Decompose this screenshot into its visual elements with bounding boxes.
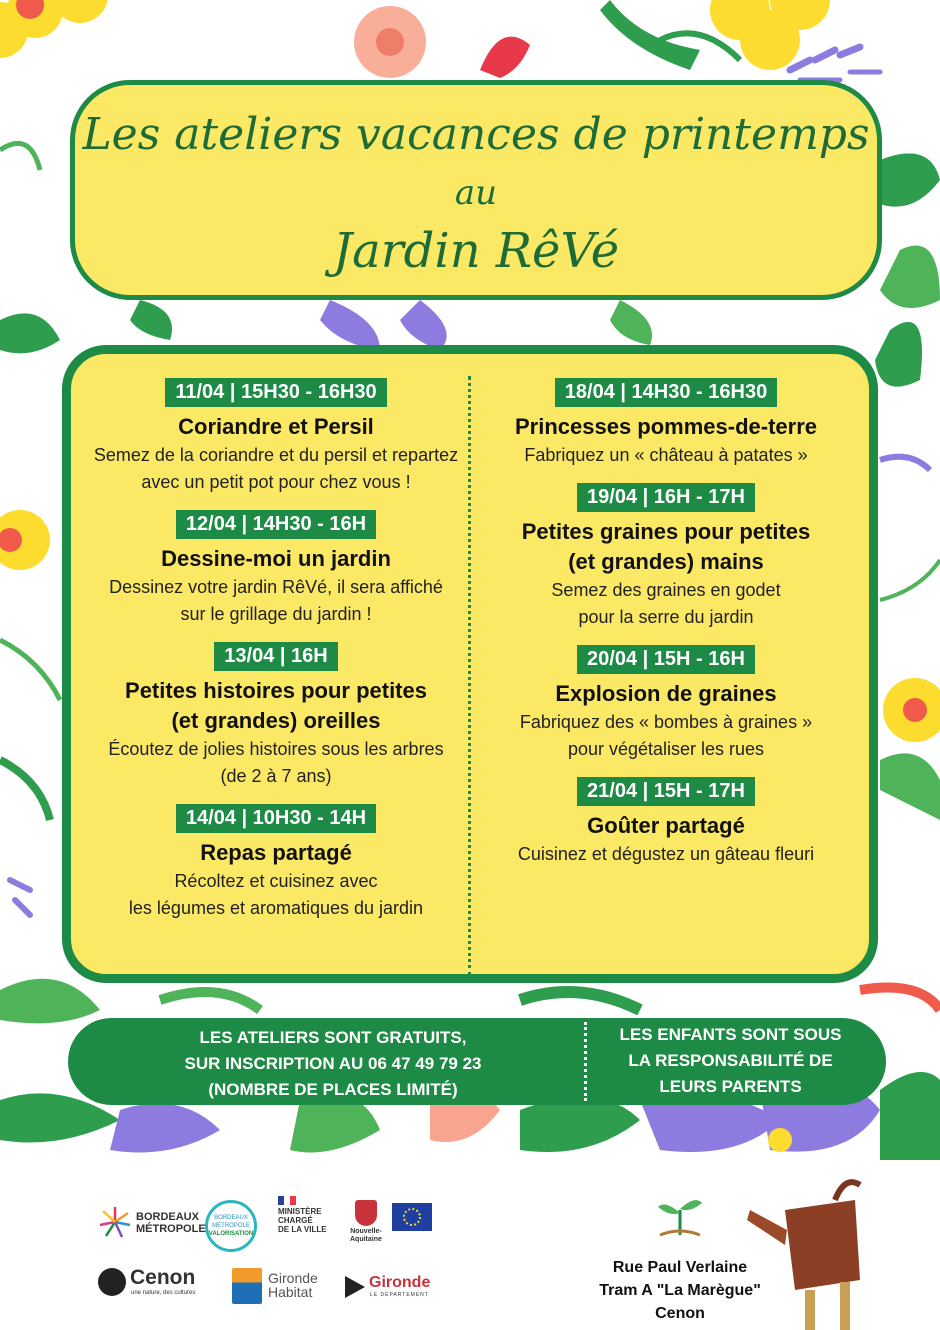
sprout-icon: [650, 1185, 710, 1240]
event-title: Petites graines pour petites: [521, 519, 811, 544]
info-text: (NOMBRE DE PLACES LIMITÉ): [208, 1080, 458, 1099]
red-flower-icon: [480, 37, 530, 78]
event-desc: Fabriquez des « bombes à graines »: [519, 712, 813, 732]
starburst-icon: [98, 1205, 132, 1239]
cenon-bird-icon: [98, 1268, 126, 1296]
gironde-arrow-icon: [345, 1276, 365, 1298]
eu-flag-icon: [392, 1203, 432, 1231]
logo-text: Nouvelle-: [350, 1228, 382, 1235]
logo-text: Cenon: [130, 1266, 196, 1289]
region-shield-icon: [355, 1200, 377, 1226]
event-date: 18/04 | 14H30 - 16H30: [555, 378, 777, 407]
event-desc: Fabriquez un « château à patates »: [524, 445, 808, 465]
info-text: LES ATELIERS SONT GRATUITS,: [199, 1028, 467, 1047]
logo-text: Aquitaine: [350, 1236, 382, 1243]
house-icon: [232, 1268, 262, 1304]
event-date: 20/04 | 15H - 16H: [577, 645, 755, 674]
event: [471, 777, 861, 868]
info-divider: [584, 1022, 587, 1101]
event-desc: Dessinez votre jardin RêVé, il sera affiché: [109, 577, 443, 597]
region-logo: [350, 1200, 382, 1244]
event: [471, 483, 861, 631]
marianne-flag-icon: [278, 1196, 296, 1205]
info-text: LES ENFANTS SONT SOUS: [619, 1025, 842, 1044]
address: [590, 1256, 770, 1325]
title-line-1: Les ateliers vacances de printemps: [82, 109, 870, 160]
logo-text: BORDEAUX: [136, 1211, 199, 1223]
logo-text: Habitat: [268, 1284, 313, 1300]
event: [471, 378, 861, 469]
event-title: Petites histoires pour petites: [125, 678, 427, 703]
logo-text: MÉTROPOLE: [136, 1223, 206, 1235]
program-panel: [62, 345, 878, 983]
info-banner: [68, 1018, 886, 1105]
event-desc: sur le grillage du jardin !: [180, 604, 372, 624]
event-title: (et grandes) mains: [568, 549, 764, 574]
event-title: Goûter partagé: [587, 813, 745, 838]
event-desc: les légumes et aromatiques du jardin: [128, 898, 424, 918]
logo-text: LE DÉPARTEMENT: [370, 1292, 429, 1298]
logo-text: VALORISATION: [208, 1231, 254, 1237]
event: [81, 642, 471, 790]
event-desc: pour végétaliser les rues: [567, 739, 765, 759]
event: [471, 645, 861, 763]
jardin-reve-logo: [650, 1185, 710, 1245]
event-title: Coriandre et Persil: [178, 414, 374, 439]
info-text: LA RESPONSABILITÉ DE: [628, 1051, 833, 1070]
event-desc: pour la serre du jardin: [578, 607, 754, 627]
info-registration: [108, 1025, 558, 1103]
pink-flower-top-icon: [354, 6, 426, 78]
logo-text: BORDEAUX: [214, 1215, 248, 1221]
event-title: (et grandes) oreilles: [171, 708, 381, 733]
logo-text: Gironde: [268, 1270, 318, 1286]
logo-text: Gironde: [369, 1274, 431, 1291]
info-text: LEURS PARENTS: [659, 1077, 802, 1096]
address-line: Tram A "La Marègue": [599, 1282, 761, 1299]
logo-text: DE LA VILLE: [278, 1225, 327, 1234]
right-column: [471, 378, 861, 882]
event-title: Explosion de graines: [555, 681, 777, 706]
title-line-2: au: [454, 173, 498, 213]
logo-text: une nature, des cultures: [131, 1290, 196, 1296]
event-desc: (de 2 à 7 ans): [220, 766, 332, 786]
address-line: Rue Paul Verlaine: [612, 1259, 748, 1276]
yellow-flower-top-left-icon: [0, 0, 108, 58]
logo-text: MINISTÈRE: [278, 1207, 322, 1216]
event: [81, 804, 471, 922]
valorisation-logo: [205, 1200, 257, 1252]
info-text: SUR INSCRIPTION AU 06 47 49 79 23: [184, 1054, 482, 1073]
event-title: Repas partagé: [200, 840, 352, 865]
event-title: Princesses pommes-de-terre: [514, 414, 818, 439]
logo-text: CHARGÉ: [278, 1216, 313, 1225]
event-desc: Cuisinez et dégustez un gâteau fleuri: [517, 844, 815, 864]
event-desc: Écoutez de jolies histoires sous les arbres: [108, 739, 444, 759]
event-title: Dessine-moi un jardin: [161, 546, 391, 571]
info-parents: [598, 1022, 863, 1100]
event-desc: Semez de la coriandre et du persil et repartez: [93, 445, 459, 465]
logo-text: MÉTROPOLE: [212, 1223, 250, 1229]
event-date: 19/04 | 16H - 17H: [577, 483, 755, 512]
event-date: 12/04 | 14H30 - 16H: [176, 510, 376, 539]
event-desc: Récoltez et cuisinez avec: [174, 871, 378, 891]
event: [81, 378, 471, 496]
event-date: 21/04 | 15H - 17H: [577, 777, 755, 806]
event-desc: Semez des graines en godet: [551, 580, 781, 600]
address-line: Cenon: [655, 1305, 705, 1322]
event-desc: avec un petit pot pour chez vous !: [141, 472, 411, 492]
ministere-logo: [278, 1196, 327, 1234]
left-column: [81, 378, 471, 936]
title-line-3: Jardin RêVé: [332, 223, 620, 279]
event-date: 13/04 | 16H: [214, 642, 337, 671]
event-date: 11/04 | 15H30 - 16H30: [165, 378, 386, 407]
event-date: 14/04 | 10H30 - 14H: [176, 804, 376, 833]
event: [81, 510, 471, 628]
title-banner: [70, 80, 882, 300]
